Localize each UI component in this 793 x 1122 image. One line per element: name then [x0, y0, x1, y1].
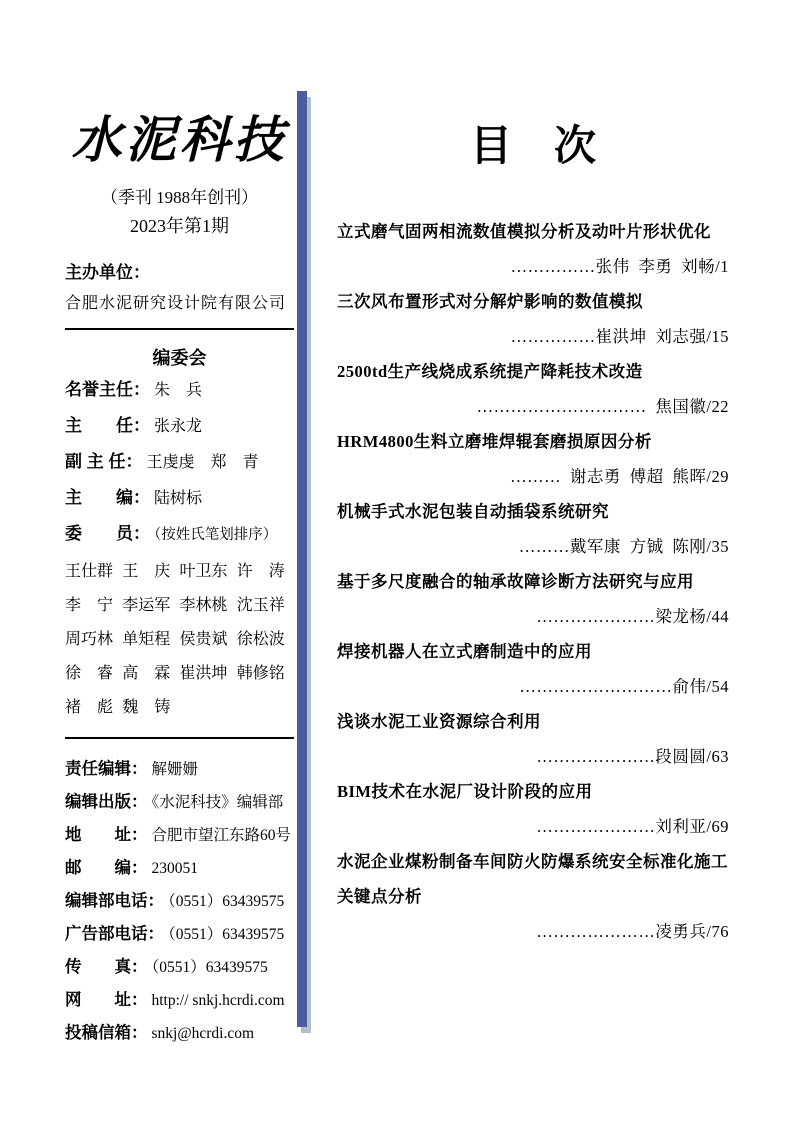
member-name: 侯贵斌	[179, 631, 228, 648]
toc-entry-byline: ……………张伟 李勇 刘畅/1	[510, 257, 729, 276]
table-of-contents	[337, 118, 729, 949]
separator-rule-top	[65, 328, 294, 330]
publication-info-label: 编辑出版：	[65, 793, 148, 811]
toc-entry-byline: ………………………俞伟/54	[519, 677, 729, 696]
toc-entry	[337, 564, 729, 634]
toc-entry-title-line: 浅谈水泥工业资源综合利用	[337, 712, 541, 731]
toc-entry-byline: …………………刘利亚/69	[536, 817, 729, 836]
publication-info-row	[65, 1017, 294, 1050]
publication-info-label: 广告部电话：	[65, 925, 164, 943]
publication-info-row	[65, 786, 294, 819]
publication-info-row	[65, 819, 294, 852]
publication-info-row	[65, 918, 294, 951]
toc-entry-titles	[337, 774, 729, 809]
left-column	[65, 104, 294, 1050]
toc-entry-titles	[337, 564, 729, 599]
role-row	[65, 444, 294, 480]
publication-info-value: http:// snkj.hcrdi.com	[151, 992, 285, 1009]
publication-info-label: 责任编辑：	[65, 760, 148, 778]
publication-info-value: 解姗姗	[151, 761, 199, 778]
publication-info-row	[65, 852, 294, 885]
toc-entry-title-line: BIM技术在水泥厂设计阶段的应用	[337, 782, 593, 801]
vertical-divider-bar	[297, 91, 307, 1027]
toc-entry-title-line: 三次风布置形式对分解炉影响的数值模拟	[337, 292, 643, 311]
toc-entry-title-line: 焊接机器人在立式磨制造中的应用	[337, 642, 592, 661]
publication-info-value: 《水泥科技》编辑部	[151, 794, 284, 811]
member-name: 崔洪坤	[179, 665, 228, 682]
role-row	[65, 516, 294, 553]
toc-entry-titles	[337, 284, 729, 319]
member-name: 单矩程	[122, 631, 171, 648]
toc-entry-titles	[337, 704, 729, 739]
role-value: （按姓氏笔划排序）	[154, 527, 278, 543]
role-value: 陆树标	[154, 490, 203, 507]
role-label: 主 编：	[65, 488, 150, 507]
toc-entry-titles	[337, 634, 729, 669]
editorial-board-roles	[65, 372, 294, 553]
toc-entry-byline: ……………崔洪坤 刘志强/15	[510, 327, 729, 346]
role-label: 副 主 任：	[65, 452, 143, 471]
publication-info-label: 传 真：	[65, 958, 148, 976]
toc-entry-titles	[337, 424, 729, 459]
toc-entry-title-line: 立式磨气固两相流数值模拟分析及动叶片形状优化	[337, 222, 711, 241]
role-label: 主 任：	[65, 416, 150, 435]
separator-rule-bottom	[65, 737, 294, 739]
toc-list	[337, 214, 729, 949]
toc-entry	[337, 354, 729, 424]
role-value: 张永龙	[154, 418, 203, 435]
editorial-board-heading: 编委会	[152, 348, 207, 368]
role-value: 王虔虔 郑 青	[146, 454, 259, 471]
toc-entry	[337, 214, 729, 284]
toc-entry-title-line: 2500td生产线烧成系统提产降耗技术改造	[337, 362, 643, 381]
toc-entry-titles	[337, 494, 729, 529]
publication-info-row	[65, 753, 294, 786]
role-label: 名誉主任：	[65, 380, 150, 399]
toc-entry-byline: ………………………… 焦国徽/22	[476, 397, 729, 416]
toc-entry-titles	[337, 214, 729, 249]
organizer-label: 主办单位：	[65, 263, 150, 282]
toc-entry	[337, 774, 729, 844]
toc-entry-title-line: 机械手式水泥包装自动插袋系统研究	[337, 502, 609, 521]
toc-entry	[337, 494, 729, 564]
toc-entry-byline: ………戴军康 方铖 陈刚/35	[518, 537, 729, 556]
member-name: 沈玉祥	[236, 597, 285, 614]
member-name: 李运军	[122, 597, 171, 614]
role-value: 朱 兵	[154, 382, 203, 399]
publication-info-value: （0551）63439575	[168, 926, 285, 943]
toc-entry-byline: …………………梁龙杨/44	[536, 607, 729, 626]
toc-entry-title-line: 基于多尺度融合的轴承故障诊断方法研究与应用	[337, 572, 694, 591]
publication-info-value: 合肥市望江东路60号	[151, 827, 292, 844]
toc-entry	[337, 424, 729, 494]
toc-entry-byline: ……… 谢志勇 傅超 熊晖/29	[510, 467, 729, 486]
member-name: 韩修铭	[236, 665, 285, 682]
member-name: 周巧林	[65, 631, 114, 648]
toc-entry	[337, 634, 729, 704]
journal-issue: 2023年第1期	[130, 216, 229, 236]
member-name: 褚 彪	[65, 699, 114, 716]
publication-info	[65, 753, 294, 1050]
publication-info-value: （0551）63439575	[151, 959, 268, 976]
publication-info-value: snkj@hcrdi.com	[151, 1025, 255, 1042]
publication-info-row	[65, 984, 294, 1017]
journal-subtitle: （季刊 1988年创刊）	[100, 188, 259, 207]
role-label: 委 员：	[65, 524, 150, 543]
toc-entry-byline: …………………凌勇兵/76	[536, 922, 729, 941]
member-name: 王仕群	[65, 563, 114, 580]
toc-entry-title-line: 水泥企业煤粉制备车间防火防爆系统安全标准化施工	[337, 852, 728, 871]
role-row	[65, 408, 294, 444]
member-name: 高 霖	[122, 665, 171, 682]
member-name: 魏 铸	[122, 699, 171, 716]
toc-heading: 目 次	[469, 121, 596, 170]
toc-entry	[337, 844, 729, 949]
member-name: 李 宁	[65, 597, 114, 614]
publication-info-row	[65, 951, 294, 984]
member-name: 徐松波	[236, 631, 285, 648]
member-name: 王 庆	[122, 563, 171, 580]
member-name: 徐 睿	[65, 665, 114, 682]
journal-title: 水泥科技	[71, 110, 288, 169]
publication-info-value: 230051	[151, 860, 198, 877]
toc-entry-title-line: HRM4800生料立磨堆焊辊套磨损原因分析	[337, 432, 652, 451]
editorial-board-members	[65, 555, 294, 725]
toc-entry-titles	[337, 354, 729, 389]
toc-entry-byline: …………………段圆圆/63	[536, 747, 729, 766]
publication-info-label: 邮 编：	[65, 859, 148, 877]
publication-info-label: 地 址：	[65, 826, 148, 844]
toc-entry	[337, 704, 729, 774]
role-row	[65, 480, 294, 516]
role-row	[65, 372, 294, 408]
publication-info-label: 投稿信箱：	[65, 1024, 148, 1042]
toc-entry	[337, 284, 729, 354]
publication-info-label: 网 址：	[65, 991, 148, 1009]
member-name: 许 涛	[236, 563, 285, 580]
publication-info-value: （0551）63439575	[168, 893, 285, 910]
member-name: 李林桃	[179, 597, 228, 614]
publication-info-row	[65, 885, 294, 918]
toc-entry-titles	[337, 844, 729, 914]
organizer-name: 合肥水泥研究设计院有限公司	[65, 295, 287, 312]
member-name: 叶卫东	[179, 563, 228, 580]
publication-info-label: 编辑部电话：	[65, 892, 164, 910]
toc-entry-title-line: 关键点分析	[337, 887, 422, 906]
